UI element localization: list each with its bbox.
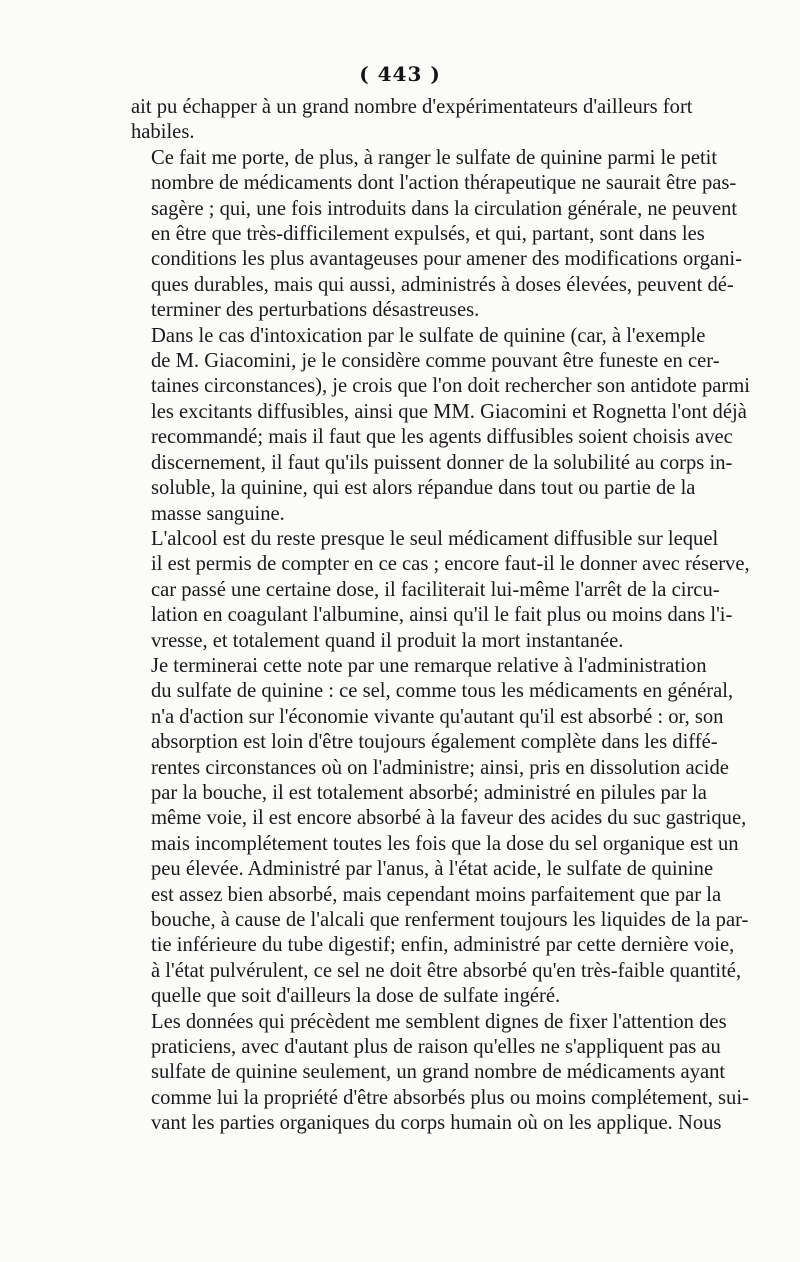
text-line: du sulfate de quinine : ce sel, comme tous les médicaments en général, [151,680,734,703]
text-line: absorption est loin d'être toujours également complète dans les diffé- [151,731,718,754]
paragraph-4 [131,527,750,654]
paragraph-2 [131,146,742,324]
text-line: par la bouche, il est totalement absorbé; administré en pilules par la [151,781,707,804]
text-line: rentes circonstances où on l'administre; ainsi, pris en dissolution acide [151,756,729,779]
text-line: praticiens, avec d'autant plus de raison qu'elles ne s'appliquent pas au [151,1036,721,1059]
text-line: de M. Giacomini, je le considère comme pouvant être funeste en cer- [151,350,720,373]
paragraph-1 [131,95,693,146]
text-line: n'a d'action sur l'économie vivante qu'autant qu'il est absorbé : or, son [151,705,724,728]
text-line: Je terminerai cette note par une remarque relative à l'administration [151,654,707,677]
text-line: nombre de médicaments dont l'action thérapeutique ne saurait être pas- [151,172,737,195]
text-line: même voie, il est encore absorbé à la faveur des acides du suc gastrique, [151,807,747,830]
text-line: discernement, il faut qu'ils puissent donner de la solubilité au corps in- [151,451,733,474]
page-number: ( 443 ) [359,62,441,86]
text-line: L'alcool est du reste presque le seul médicament diffusible sur lequel [151,527,719,550]
text-line: quelle que soit d'ailleurs la dose de sulfate ingéré. [151,985,561,1008]
text-line: tie inférieure du tube digestif; enfin, administré par cette dernière voie, [151,934,735,957]
text-line: car passé une certaine dose, il faciliterait lui-même l'arrêt de la circu- [151,578,720,601]
text-line: Dans le cas d'intoxication par le sulfate de quinine (car, à l'exemple [151,324,706,347]
text-line: habiles. [131,121,195,144]
text-line: conditions les plus avantageuses pour amener des modifications organi- [151,248,742,271]
paragraph-3 [131,324,750,527]
text-line: comme lui la propriété d'être absorbés plus ou moins complétement, sui- [151,1086,749,1109]
paragraph-6 [131,1010,749,1137]
text-line: peu élevée. Administré par l'anus, à l'état acide, le sulfate de quinine [151,858,714,881]
paragraph-5 [131,654,749,1010]
text-line: vresse, et totalement quand il produit la mort instantanée. [151,629,624,652]
text-line: sulfate de quinine seulement, un grand nombre de médicaments ayant [151,1061,726,1084]
text-line: à l'état pulvérulent, ce sel ne doit être absorbé qu'en très-faible quantité, [151,959,742,982]
text-line: en être que très-difficilement expulsés, et qui, partant, sont dans les [151,223,705,246]
text-line: Les données qui précèdent me semblent dignes de fixer l'attention des [151,1010,727,1033]
text-line: il est permis de compter en ce cas ; encore faut-il le donner avec réserve, [151,553,750,576]
text-line: lation en coagulant l'albumine, ainsi qu'il le fait plus ou moins dans l'i- [151,604,733,627]
text-line: masse sanguine. [151,502,285,525]
text-line: sagère ; qui, une fois introduits dans la circulation générale, ne peuvent [151,197,738,220]
text-line: soluble, la quinine, qui est alors répandue dans tout ou partie de la [151,477,696,500]
text-line: terminer des perturbations désastreuses. [151,299,480,322]
text-line: bouche, à cause de l'alcali que renferment toujours les liquides de la par- [151,909,749,931]
text-line: taines circonstances), je crois que l'on doit rechercher son antidote parmi [151,375,750,398]
text-line: ques durables, mais qui aussi, administrés à doses élevées, peuvent dé- [151,273,734,296]
text-line: mais incomplétement toutes les fois que la dose du sel organique est un [151,832,739,855]
text-line: Ce fait me porte, de plus, à ranger le sulfate de quinine parmi le petit [151,146,718,169]
text-line: vant les parties organiques du corps humain où on les applique. Nous [151,1112,722,1135]
text-line: est assez bien absorbé, mais cependant moins parfaitement que par la [151,883,722,906]
body-text [131,95,750,1137]
text-line: ait pu échapper à un grand nombre d'expérimentateurs d'ailleurs fort [131,96,693,118]
text-line: recommandé; mais il faut que les agents diffusibles soient choisis avec [151,426,733,449]
text-line: les excitants diffusibles, ainsi que MM. Giacomini et Rognetta l'ont déjà [151,400,747,423]
